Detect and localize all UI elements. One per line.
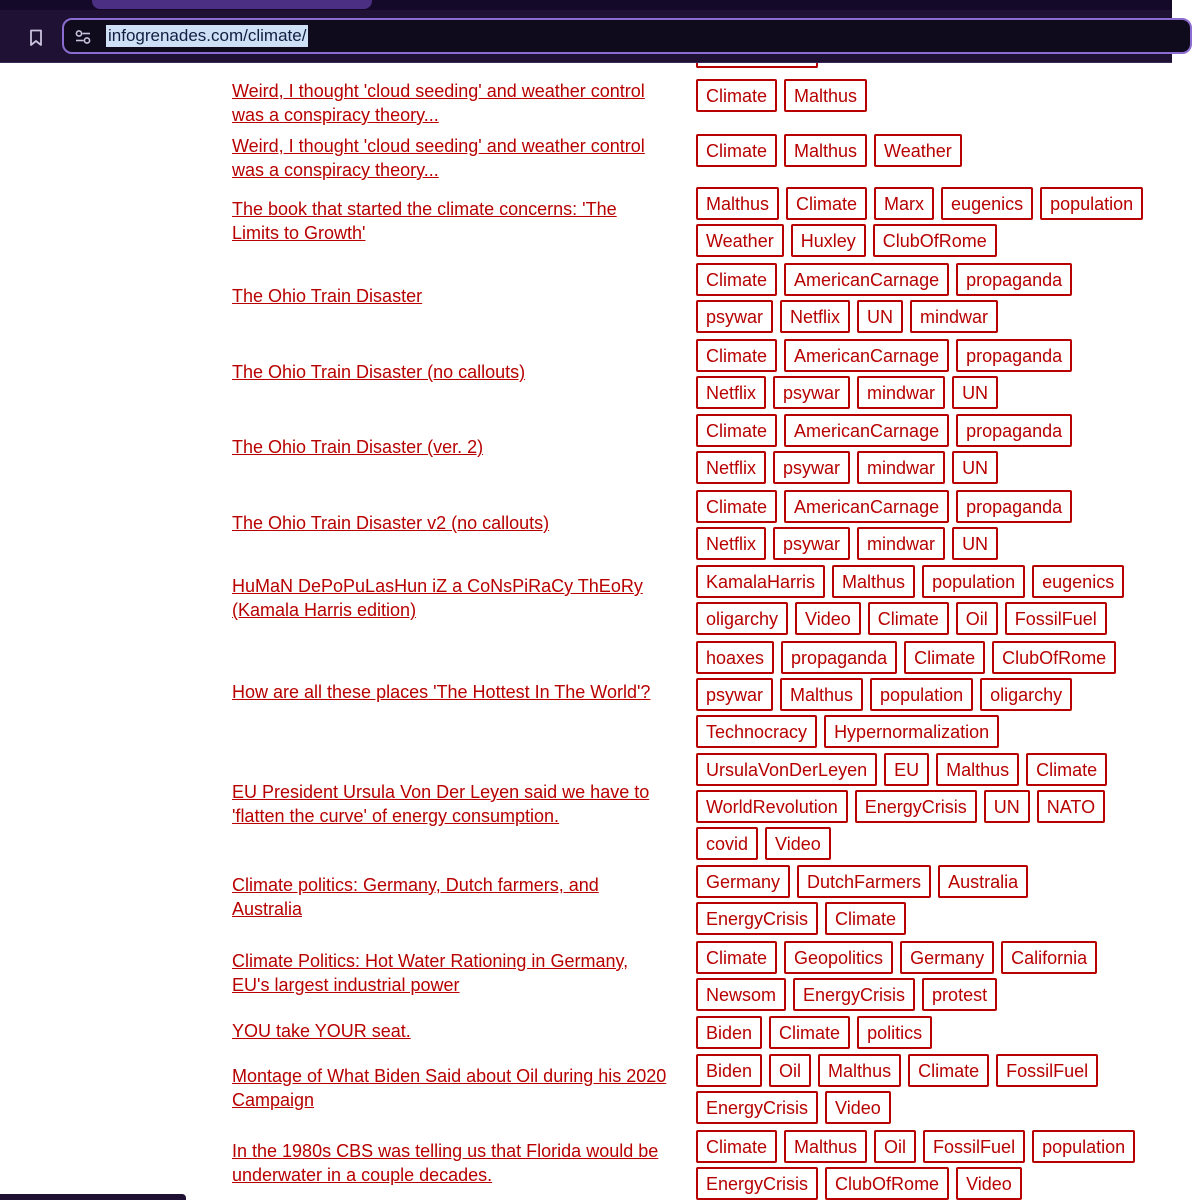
tag-link[interactable]: UN xyxy=(857,300,903,333)
tag-link[interactable]: EnergyCrisis xyxy=(696,902,818,935)
tag-link[interactable]: Malthus xyxy=(832,565,915,598)
title-line: The book that started the climate concerns: 'The xyxy=(232,199,617,219)
tag-link[interactable]: Climate xyxy=(696,414,777,447)
title-line: Australia xyxy=(232,899,303,919)
title-line: How are all these places 'The Hottest In The World'? xyxy=(232,682,651,702)
tag-link[interactable]: Oil xyxy=(956,602,998,635)
tag-link[interactable]: Hypernormalization xyxy=(824,715,999,748)
tag-link[interactable]: Climate xyxy=(696,134,777,167)
tag-link[interactable]: Climate xyxy=(769,1016,850,1049)
tag-link[interactable]: Climate xyxy=(696,339,777,372)
tag-link[interactable]: Climate xyxy=(696,1130,777,1163)
video-title-link[interactable] xyxy=(232,360,682,384)
tag-line xyxy=(696,827,831,860)
tag-link[interactable]: FossilFuel xyxy=(1005,602,1107,635)
tag-link[interactable]: psywar xyxy=(696,678,773,711)
tag-line xyxy=(696,1054,1098,1087)
tag-link[interactable]: Climate xyxy=(696,79,777,112)
tag-link[interactable]: Video xyxy=(956,1167,1022,1200)
tag-link[interactable]: population xyxy=(870,678,973,711)
tag-link[interactable]: Biden xyxy=(696,1016,762,1049)
tag-link[interactable]: EnergyCrisis xyxy=(855,790,977,823)
tag-link[interactable]: UN xyxy=(952,527,998,560)
tag-link[interactable]: Climate xyxy=(696,941,777,974)
tag-line xyxy=(696,1130,1135,1163)
tag-link[interactable]: WorldRevolution xyxy=(696,790,848,823)
tag-line xyxy=(696,902,906,935)
video-title-link[interactable] xyxy=(232,873,682,921)
tag-line xyxy=(696,300,998,333)
video-title-link[interactable] xyxy=(232,79,682,127)
tag-line xyxy=(696,790,1105,823)
tag-line xyxy=(696,941,1097,974)
tag-link[interactable]: Netflix xyxy=(780,300,850,333)
tag-link[interactable]: psywar xyxy=(773,451,850,484)
tag-link[interactable]: protest xyxy=(922,978,997,1011)
tag-link[interactable]: Oil xyxy=(874,1130,916,1163)
tag-link[interactable]: Climate xyxy=(825,902,906,935)
tag-link[interactable]: Oil xyxy=(769,1054,811,1087)
tag-line xyxy=(696,339,1072,372)
address-bar[interactable] xyxy=(62,18,1192,54)
tag-link[interactable]: DutchFarmers xyxy=(797,865,931,898)
title-line: EU's largest industrial power xyxy=(232,975,460,995)
video-title-link[interactable] xyxy=(232,284,682,308)
tag-link[interactable]: Climate xyxy=(1026,753,1107,786)
tag-link[interactable]: psywar xyxy=(696,300,773,333)
tag-link[interactable]: AmericanCarnage xyxy=(784,339,949,372)
tag-line xyxy=(696,414,1072,447)
tag-link[interactable]: ClubOfRome xyxy=(992,641,1116,674)
tag-line xyxy=(696,134,962,167)
title-line: YOU take YOUR seat. xyxy=(232,1021,411,1041)
tag-link[interactable]: covid xyxy=(696,827,758,860)
tag-line xyxy=(696,753,1107,786)
tag-link[interactable]: Malthus xyxy=(784,134,867,167)
tag-link[interactable]: propaganda xyxy=(956,339,1072,372)
tag-link[interactable]: Climate xyxy=(786,187,867,220)
title-line: Montage of What Biden Said about Oil during his 2020 xyxy=(232,1066,667,1086)
tag-link[interactable]: psywar xyxy=(773,376,850,409)
tag-link[interactable]: Climate xyxy=(908,1054,989,1087)
video-title-link[interactable] xyxy=(232,511,682,535)
tag-link[interactable]: EnergyCrisis xyxy=(696,1091,818,1124)
title-line: underwater in a couple decades. xyxy=(232,1165,493,1185)
title-line: was a conspiracy theory... xyxy=(232,105,439,125)
tag-link[interactable]: eugenics xyxy=(1032,565,1124,598)
tag-link[interactable]: Australia xyxy=(938,865,1028,898)
tag-link[interactable]: AmericanCarnage xyxy=(784,490,949,523)
site-settings-icon[interactable] xyxy=(74,28,92,46)
tag-link[interactable]: population xyxy=(1032,1130,1135,1163)
tag-line xyxy=(696,865,1028,898)
tag-link[interactable]: mindwar xyxy=(857,376,945,409)
tag-link[interactable]: AmericanCarnage xyxy=(784,263,949,296)
url-text[interactable]: infogrenades.com/climate/ xyxy=(108,26,307,45)
video-title-link[interactable] xyxy=(232,680,682,704)
tag-line xyxy=(696,187,1143,220)
tag-link[interactable]: Malthus xyxy=(818,1054,901,1087)
tag-link[interactable]: California xyxy=(1001,941,1097,974)
tag-link[interactable]: AmericanCarnage xyxy=(784,414,949,447)
tag-line xyxy=(696,715,999,748)
title-line: 'flatten the curve' of energy consumption. xyxy=(232,806,560,826)
title-line: HuMaN DePoPuLasHun iZ a CoNsPiRaCy ThEoRy xyxy=(232,576,643,596)
title-line: In the 1980s CBS was telling us that Florida would be xyxy=(232,1141,659,1161)
tag-link[interactable]: Climate xyxy=(696,263,777,296)
title-line: Weird, I thought 'cloud seeding' and weather control xyxy=(232,136,645,156)
tag-link[interactable]: propaganda xyxy=(956,263,1072,296)
tag-link[interactable]: EU xyxy=(884,753,929,786)
tag-link[interactable]: mindwar xyxy=(910,300,998,333)
title-line: The Ohio Train Disaster (no callouts) xyxy=(232,362,526,382)
tag-link[interactable]: eugenics xyxy=(941,187,1033,220)
tag-link[interactable]: Marx xyxy=(874,187,934,220)
tag-link[interactable]: Weather xyxy=(874,134,962,167)
title-line: EU President Ursula Von Der Leyen said we have to xyxy=(232,782,650,802)
title-line: Limits to Growth' xyxy=(232,223,366,243)
video-title-link[interactable] xyxy=(232,435,682,459)
tag-link[interactable]: Germany xyxy=(696,865,790,898)
browser-toolbar xyxy=(0,0,1172,63)
tag-link[interactable]: EnergyCrisis xyxy=(793,978,915,1011)
tag-link[interactable]: Netflix xyxy=(696,376,766,409)
video-title-link[interactable] xyxy=(232,780,682,828)
tag-link[interactable]: Video xyxy=(795,602,861,635)
tag-line xyxy=(696,978,997,1011)
tag-link[interactable]: ClubOfRome xyxy=(873,224,997,257)
tag-link[interactable]: Newsom xyxy=(696,978,786,1011)
title-line: Climate Politics: Hot Water Rationing in Germany, xyxy=(232,951,629,971)
tag-link[interactable]: Biden xyxy=(696,1054,762,1087)
tag-line xyxy=(696,527,998,560)
tag-link[interactable]: FossilFuel xyxy=(923,1130,1025,1163)
tag-link[interactable]: ClubOfRome xyxy=(825,1167,949,1200)
tag-link[interactable]: Climate xyxy=(904,641,985,674)
tag-link[interactable]: Video xyxy=(825,1091,891,1124)
tag-link[interactable]: KamalaHarris xyxy=(696,565,825,598)
tag-link[interactable]: Malthus xyxy=(784,1130,867,1163)
video-title-link[interactable] xyxy=(232,197,682,245)
title-line: The Ohio Train Disaster (ver. 2) xyxy=(232,437,484,457)
tag-line xyxy=(696,79,867,112)
tag-line xyxy=(696,1016,932,1049)
tag-link[interactable]: Weather xyxy=(696,224,784,257)
tag-link[interactable]: Video xyxy=(765,827,831,860)
tag-link[interactable]: FossilFuel xyxy=(996,1054,1098,1087)
tag-link[interactable]: population xyxy=(922,565,1025,598)
tag-link[interactable]: Climate xyxy=(696,490,777,523)
tag-link[interactable]: Malthus xyxy=(784,79,867,112)
tag-line xyxy=(696,641,1116,674)
tab-strip xyxy=(0,0,1172,10)
tag-link[interactable]: UrsulaVonDerLeyen xyxy=(696,753,877,786)
tag-link[interactable]: Technocracy xyxy=(696,715,817,748)
tag-link[interactable]: mindwar xyxy=(857,451,945,484)
tag-link[interactable]: Malthus xyxy=(936,753,1019,786)
tag-link[interactable]: Netflix xyxy=(696,451,766,484)
tag-line xyxy=(696,263,1072,296)
tag-link[interactable]: population xyxy=(1040,187,1143,220)
video-title-link[interactable] xyxy=(232,134,682,182)
tag-link[interactable]: propaganda xyxy=(956,414,1072,447)
video-title-link[interactable] xyxy=(232,949,682,997)
tag-line xyxy=(696,451,998,484)
tag-link[interactable]: Germany xyxy=(900,941,994,974)
bookmark-icon[interactable] xyxy=(22,24,50,52)
tag-link[interactable]: oligarchy xyxy=(696,602,788,635)
tag-line xyxy=(696,490,1072,523)
title-line: The Ohio Train Disaster v2 (no callouts) xyxy=(232,513,550,533)
tag-link[interactable]: Climate xyxy=(868,602,949,635)
tag-line xyxy=(696,1167,1022,1200)
tag-link[interactable]: EnergyCrisis xyxy=(696,1167,818,1200)
tag-link[interactable]: Netflix xyxy=(696,527,766,560)
active-tab[interactable] xyxy=(92,0,372,9)
tag-link[interactable]: UN xyxy=(984,790,1030,823)
tag-link[interactable]: NATO xyxy=(1037,790,1105,823)
video-title-link[interactable] xyxy=(232,1139,682,1187)
tag-link[interactable]: hoaxes xyxy=(696,641,774,674)
title-line: Weird, I thought 'cloud seeding' and weather control xyxy=(232,81,645,101)
scrollbar-corner xyxy=(0,1194,186,1200)
tag-line xyxy=(696,678,1072,711)
tag-line xyxy=(696,376,998,409)
tag-link[interactable]: oligarchy xyxy=(980,678,1072,711)
tag-link[interactable]: psywar xyxy=(773,527,850,560)
tag-link[interactable]: propaganda xyxy=(781,641,897,674)
tag-link[interactable]: Malthus xyxy=(780,678,863,711)
video-title-link[interactable] xyxy=(232,1019,682,1043)
video-title-link[interactable] xyxy=(232,1064,682,1112)
tag-line xyxy=(696,224,997,257)
title-line: Climate politics: Germany, Dutch farmers, and xyxy=(232,875,599,895)
video-title-link[interactable] xyxy=(232,574,682,622)
title-line: The Ohio Train Disaster xyxy=(232,286,423,306)
title-line: (Kamala Harris edition) xyxy=(232,600,417,620)
tag-link[interactable]: UN xyxy=(952,451,998,484)
tag-link[interactable]: Malthus xyxy=(696,187,779,220)
tag-line xyxy=(696,1091,891,1124)
tag-link[interactable]: mindwar xyxy=(857,527,945,560)
title-line: Campaign xyxy=(232,1090,315,1110)
title-line: was a conspiracy theory... xyxy=(232,160,439,180)
tag-line xyxy=(696,602,1107,635)
tag-link[interactable]: Huxley xyxy=(791,224,866,257)
tag-line xyxy=(696,565,1124,598)
tag-link[interactable]: politics xyxy=(857,1016,932,1049)
tag-link[interactable]: Geopolitics xyxy=(784,941,893,974)
tag-link[interactable]: propaganda xyxy=(956,490,1072,523)
tag-link[interactable]: UN xyxy=(952,376,998,409)
